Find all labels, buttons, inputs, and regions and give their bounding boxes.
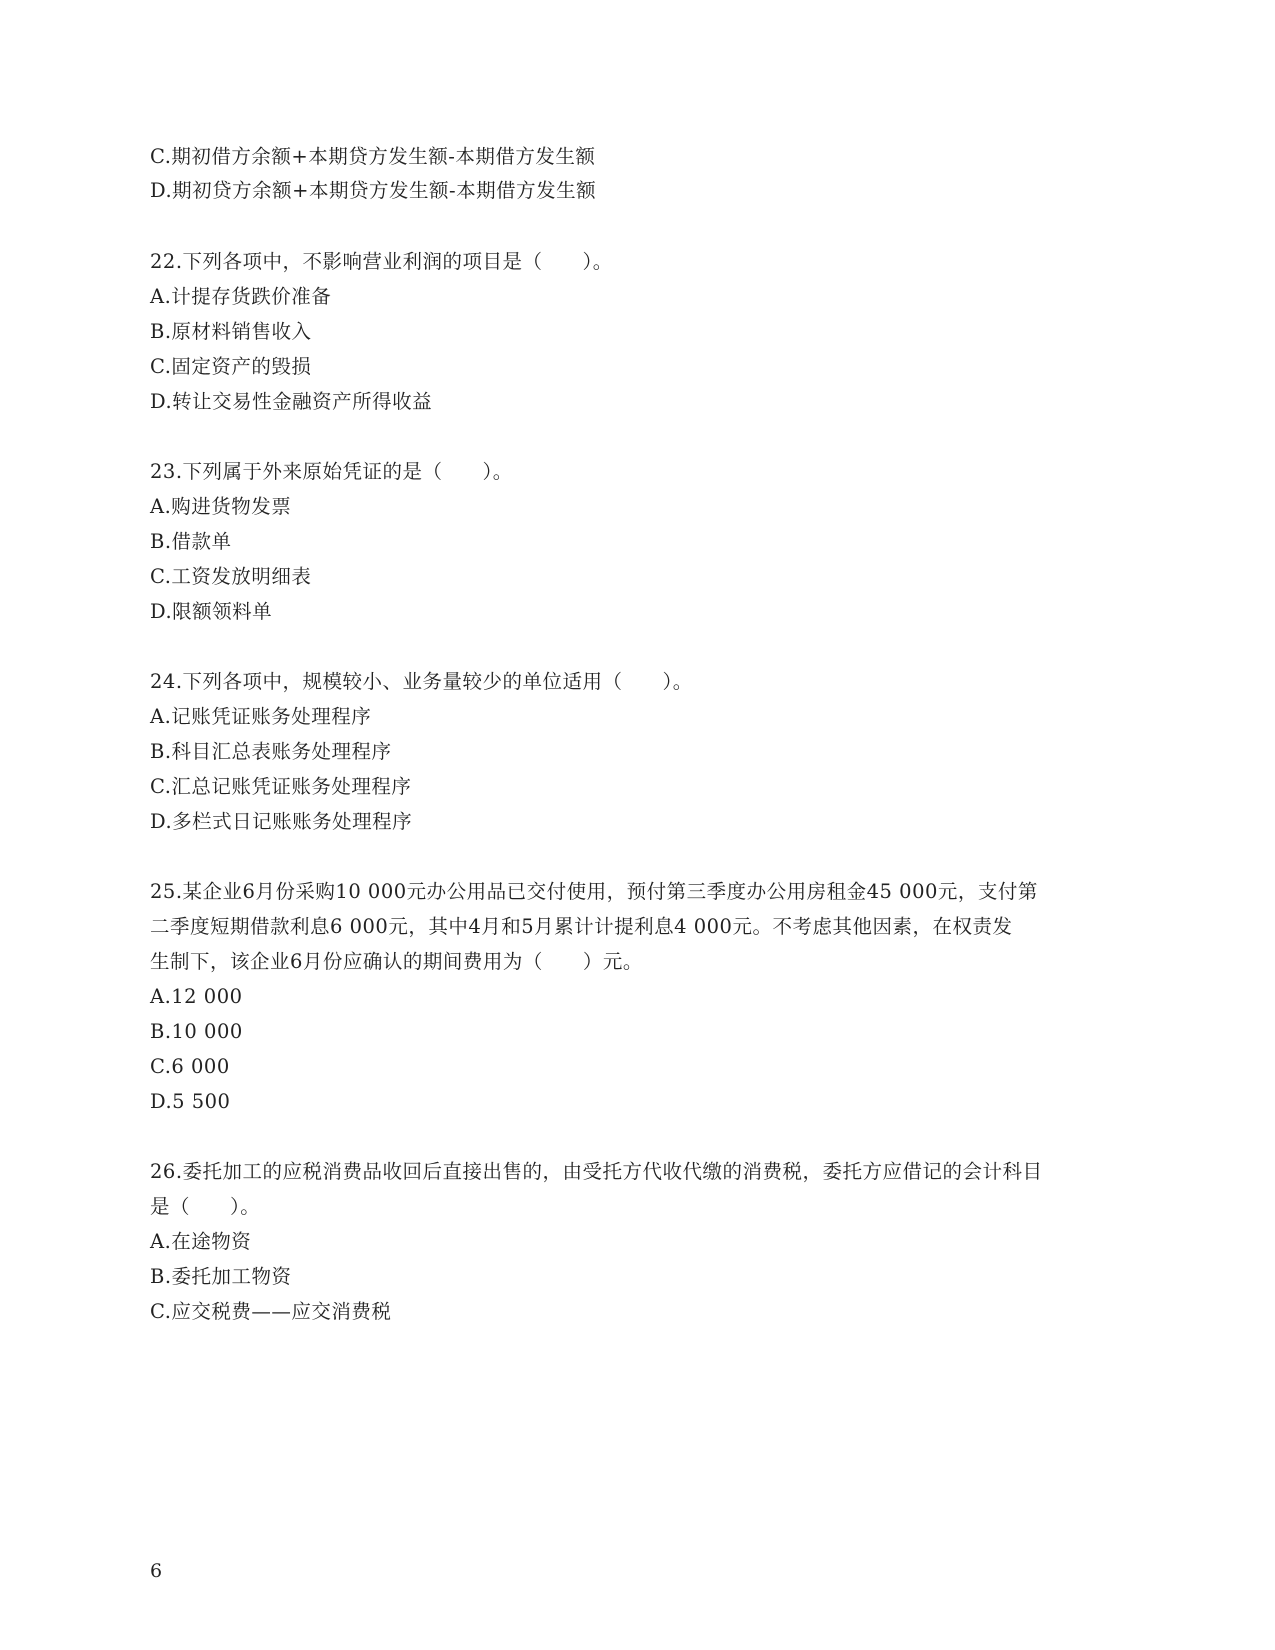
q26-option-a: A.在途物资 <box>150 1230 252 1253</box>
q25-option-c: C.6 000 <box>150 1055 230 1078</box>
q23-option-d: D.限额领料单 <box>150 600 273 623</box>
q23-option-c: C.工资发放明细表 <box>150 565 312 588</box>
q24-stem: 24.下列各项中，规模较小、业务量较少的单位适用（ ）。 <box>150 670 693 693</box>
q26-stem-line-1: 26.委托加工的应税消费品收回后直接出售的，由受托方代收代缴的消费税，委托方应借记的会计科目 <box>150 1160 1043 1183</box>
exam-page <box>150 0 1140 1650</box>
q22-option-d: D.转让交易性金融资产所得收益 <box>150 390 433 413</box>
q26-option-c: C.应交税费——应交消费税 <box>150 1300 392 1323</box>
q24-option-d: D.多栏式日记账账务处理程序 <box>150 810 413 833</box>
q21-option-c: C.期初借方余额+本期贷方发生额-本期借方发生额 <box>150 145 596 168</box>
q25-stem-line-2: 二季度短期借款利息6 000元，其中4月和5月累计计提利息4 000元。不考虑其他因素，在权责发 <box>150 915 1013 938</box>
q26-option-b: B.委托加工物资 <box>150 1265 292 1288</box>
page-number: 6 <box>150 1560 163 1582</box>
q22-stem: 22.下列各项中，不影响营业利润的项目是（ ）。 <box>150 250 613 273</box>
q25-stem-line-1: 25.某企业6月份采购10 000元办公用品已交付使用，预付第三季度办公用房租金45 000元，支付第 <box>150 880 1038 903</box>
q25-option-a: A.12 000 <box>150 985 243 1008</box>
q25-option-b: B.10 000 <box>150 1020 243 1043</box>
q26-stem-line-2: 是（ ）。 <box>150 1195 261 1218</box>
q23-stem: 23.下列属于外来原始凭证的是（ ）。 <box>150 460 513 483</box>
q24-option-b: B.科目汇总表账务处理程序 <box>150 740 392 763</box>
q22-option-c: C.固定资产的毁损 <box>150 355 312 378</box>
q24-option-c: C.汇总记账凭证账务处理程序 <box>150 775 412 798</box>
q23-option-b: B.借款单 <box>150 530 232 553</box>
q25-option-d: D.5 500 <box>150 1090 231 1113</box>
q23-option-a: A.购进货物发票 <box>150 495 292 518</box>
q22-option-a: A.计提存货跌价准备 <box>150 285 332 308</box>
q22-option-b: B.原材料销售收入 <box>150 320 312 343</box>
q25-stem-line-3: 生制下，该企业6月份应确认的期间费用为（ ）元。 <box>150 950 643 973</box>
q21-option-d: D.期初贷方余额+本期贷方发生额-本期借方发生额 <box>150 179 597 202</box>
q24-option-a: A.记账凭证账务处理程序 <box>150 705 372 728</box>
